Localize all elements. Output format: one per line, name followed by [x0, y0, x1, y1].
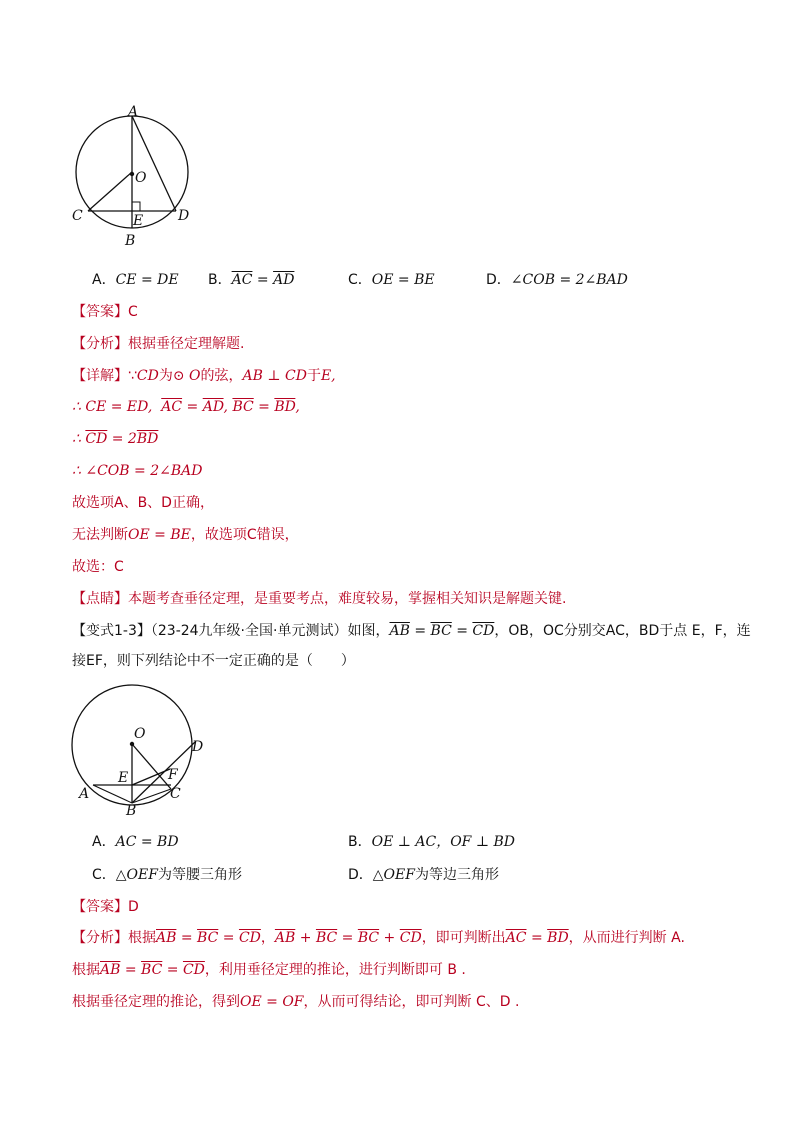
option-b	[348, 832, 515, 852]
option-d	[486, 270, 628, 290]
label-f: F	[168, 767, 178, 783]
detail-math: =	[253, 399, 275, 415]
arc-text: $\overline{BC}$	[141, 962, 163, 978]
arc-text: $\overline{BD}$	[274, 399, 296, 415]
detail-math: ,	[223, 399, 233, 415]
analysis-text: 根据垂径定理解题.	[128, 336, 245, 352]
analysis-tag: 【分析】	[72, 336, 128, 352]
choose-line	[72, 557, 124, 577]
conclusion-line-1	[72, 493, 214, 513]
detail-line-4	[72, 461, 202, 481]
option-letter: A．	[92, 272, 116, 288]
detail-math: ,	[295, 399, 300, 415]
analysis-math: =	[218, 930, 239, 946]
detail-text: ∵	[128, 368, 137, 384]
detail-math: CD	[136, 368, 159, 384]
detail-line-3	[72, 429, 158, 449]
option-text: OE ⊥ AC，OF ⊥ BD	[371, 834, 515, 850]
option-text: CE = DE	[115, 272, 179, 288]
arc-text: $\overline{CD}$	[238, 930, 261, 946]
analysis-math: +	[295, 930, 316, 946]
conclusion-text: 故选项A、B、D正确，	[72, 495, 214, 511]
arc-text: $\overline{BC}$	[197, 930, 219, 946]
analysis-text: 根据	[128, 930, 156, 946]
question-math: =	[451, 623, 473, 639]
label-e: E	[118, 770, 129, 786]
option-letter: B．	[208, 272, 232, 288]
option-a	[92, 270, 179, 290]
arc-text: $\overline{CD}$	[472, 623, 495, 639]
option-text: ∠COB = 2∠BAD	[510, 272, 628, 288]
analysis-line-3	[72, 992, 519, 1012]
detail-math: ∴	[72, 431, 86, 447]
detail-math: ∴ ∠COB = 2∠BAD	[72, 463, 203, 479]
label-b: B	[126, 803, 137, 818]
detail-line-1	[72, 366, 336, 386]
label-c: C	[72, 208, 83, 224]
analysis-math: OE = OF	[240, 994, 304, 1010]
analysis-math: =	[120, 962, 142, 978]
arc-text: $\overline{CD}$	[85, 431, 108, 447]
option-a	[92, 832, 179, 852]
comment-line	[72, 589, 566, 609]
option-letter: C．	[348, 272, 372, 288]
arc-text: $\overline{BD}$	[547, 930, 569, 946]
arc-text: $\overline{AC}$	[231, 272, 253, 288]
analysis-line	[72, 334, 244, 354]
choose-text: 故选：C	[72, 559, 124, 575]
label-a: A	[79, 786, 90, 802]
option-d	[348, 865, 499, 885]
arc-text: $\overline{BC}$	[357, 930, 380, 946]
label-d: D	[192, 739, 204, 755]
answer-line	[72, 302, 138, 322]
analysis-text: ，利用垂径定理的推论，进行判断即可 B .	[204, 962, 466, 978]
question-text: ，OB，OC分别交AC，BD于点 E，F，连	[494, 623, 751, 639]
comment-tag: 【点睛】	[72, 591, 128, 607]
arc-text: $\overline{BD}$	[136, 431, 159, 447]
analysis-tag: 【分析】	[72, 930, 128, 946]
q2-title-line-2	[72, 651, 355, 671]
analysis-line-2	[72, 960, 466, 980]
conclusion-text: ，故选项C错误，	[190, 527, 299, 543]
analysis-text: ，	[260, 930, 275, 946]
analysis-math: =	[526, 930, 548, 946]
label-e: E	[133, 213, 144, 229]
arc-text: $\overline{BC}$	[315, 930, 338, 946]
analysis-math: +	[379, 930, 400, 946]
arc-text: $\overline{AB}$	[389, 623, 410, 639]
arc-text: $\overline{AC}$	[505, 930, 527, 946]
option-letter: D．	[486, 272, 511, 288]
detail-math: AB ⊥ CD	[242, 368, 307, 384]
option-letter: B．	[348, 834, 372, 850]
conclusion-text: 无法判断	[72, 527, 128, 543]
analysis-text: ，从而进行判断 A.	[568, 930, 685, 946]
arc-text: $\overline{CD}$	[399, 930, 422, 946]
arc-text: $\overline{AD}$	[273, 272, 295, 288]
arc-text: $\overline{AB}$	[274, 930, 296, 946]
arc-text: $\overline{AB}$	[100, 962, 121, 978]
arc-text: $\overline{AC}$	[161, 399, 183, 415]
analysis-text: 根据	[72, 962, 100, 978]
analysis-math: =	[337, 930, 358, 946]
label-o: O	[135, 170, 147, 186]
detail-text: 为	[158, 368, 173, 384]
option-c	[348, 270, 435, 290]
arc-text: $\overline{BC}$	[232, 399, 254, 415]
label-d: D	[178, 208, 190, 224]
analysis-text: 根据垂径定理的推论，得到	[72, 994, 240, 1010]
answer-value: D	[128, 899, 139, 915]
answer-tag: 【答案】	[72, 304, 128, 320]
question-text: 接EF，则下列结论中不一定正确的是（ ）	[72, 653, 355, 669]
label-c: C	[170, 786, 181, 802]
analysis-math: =	[176, 930, 198, 946]
option-text: 为等边三角形	[414, 867, 499, 883]
label-b: B	[125, 233, 136, 249]
option-math: △OEF	[372, 867, 415, 883]
conclusion-math: OE = BE	[128, 527, 191, 543]
option-math: △OEF	[115, 867, 158, 883]
label-o: O	[134, 726, 146, 742]
option-text: AC = BD	[115, 834, 179, 850]
analysis-math: =	[162, 962, 183, 978]
option-c	[92, 865, 242, 885]
detail-math: ⊙ O	[172, 368, 201, 384]
option-text: OE = BE	[371, 272, 435, 288]
arc-text: $\overline{AB}$	[156, 930, 177, 946]
q2-title-line-1	[72, 621, 751, 641]
detail-tag: 【详解】	[72, 368, 128, 384]
detail-math: E,	[320, 368, 336, 384]
analysis-text: ，从而可得结论，即可判断 C、D .	[303, 994, 520, 1010]
option-b	[208, 270, 294, 290]
arc-text: $\overline{BC}$	[430, 623, 452, 639]
conclusion-line-2	[72, 525, 299, 545]
detail-line-2	[72, 397, 300, 417]
option-letter: A．	[92, 834, 116, 850]
question-tag: 【变式1-3】	[72, 623, 151, 639]
analysis-text: ，即可判断出	[421, 930, 506, 946]
detail-text: 的弦，	[200, 368, 243, 384]
detail-math: ∴ CE = ED,	[72, 399, 153, 415]
answer-value: C	[128, 304, 138, 320]
question-math: =	[409, 623, 431, 639]
circle-figure-1	[66, 104, 206, 254]
answer-tag: 【答案】	[72, 899, 128, 915]
detail-text: 于	[306, 368, 321, 384]
option-letter: D．	[348, 867, 373, 883]
comment-text: 本题考查垂径定理，是重要考点，难度较易，掌握相关知识是解题关键.	[128, 591, 567, 607]
circle-figure-2	[66, 678, 216, 818]
label-a: A	[128, 104, 139, 120]
arc-text: $\overline{AD}$	[202, 399, 224, 415]
answer-line	[72, 897, 139, 917]
detail-math: = 2	[107, 431, 137, 447]
option-text: =	[252, 272, 274, 288]
option-text: 为等腰三角形	[157, 867, 242, 883]
detail-math: =	[182, 399, 203, 415]
arc-text: $\overline{CD}$	[182, 962, 205, 978]
option-letter: C．	[92, 867, 116, 883]
question-text: （23-24九年级·全国·单元测试）如图，	[150, 623, 390, 639]
analysis-line-1	[72, 928, 685, 948]
